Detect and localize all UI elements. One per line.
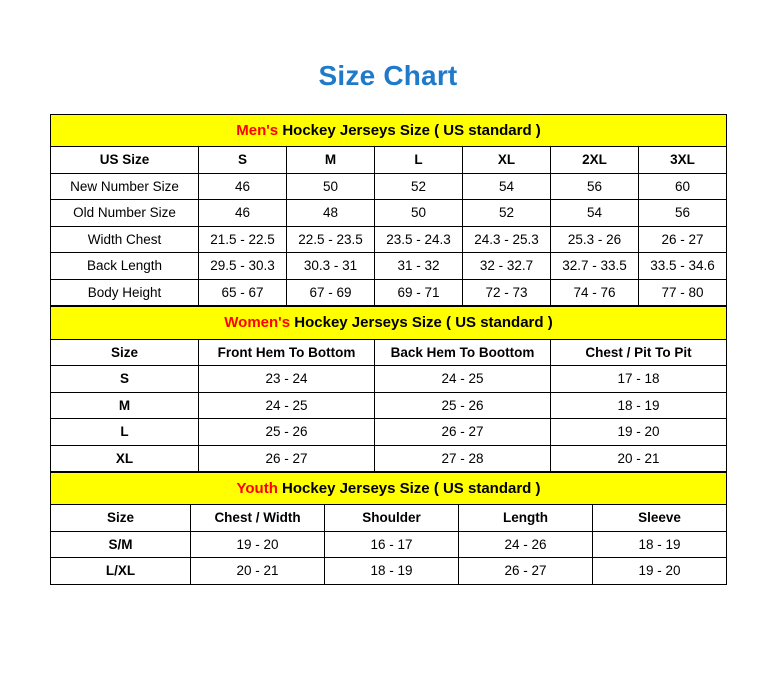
youth-col-4: Sleeve [593, 505, 727, 532]
youth-col-1: Chest / Width [191, 505, 325, 532]
mens-row-0-cell-3: 52 [375, 173, 463, 200]
mens-row-1-cell-2: 48 [287, 200, 375, 227]
womens-row-1-label: M [51, 392, 199, 419]
youth-header-accent: Youth [236, 480, 278, 498]
mens-row-1-cell-1: 46 [199, 200, 287, 227]
womens-row-0-label: S [51, 366, 199, 393]
table-row [51, 445, 727, 472]
mens-row-2-cell-2: 22.5 - 23.5 [287, 226, 375, 253]
table-row [51, 366, 727, 393]
youth-header-rest: Hockey Jerseys Size ( US standard ) [277, 480, 541, 498]
table-row [51, 200, 727, 227]
youth-row-1-cell-2: 18 - 19 [325, 558, 459, 585]
mens-section-header-cell [51, 115, 727, 147]
mens-col-5: 2XL [551, 147, 639, 174]
youth-col-2: Shoulder [325, 505, 459, 532]
mens-row-1-cell-4: 52 [463, 200, 551, 227]
page-title: Size Chart [318, 60, 458, 91]
youth-row-0-label: S/M [51, 531, 191, 558]
mens-row-2-cell-6: 26 - 27 [639, 226, 727, 253]
mens-row-4-cell-1: 65 - 67 [199, 279, 287, 306]
youth-row-1-cell-1: 20 - 21 [191, 558, 325, 585]
mens-col-3: L [375, 147, 463, 174]
mens-row-4-cell-3: 69 - 71 [375, 279, 463, 306]
womens-col-3: Chest / Pit To Pit [551, 339, 727, 366]
youth-section-header [51, 473, 727, 505]
table-row [51, 226, 727, 253]
size-tables [50, 114, 726, 585]
mens-col-6: 3XL [639, 147, 727, 174]
womens-row-0-cell-2: 24 - 25 [375, 366, 551, 393]
womens-row-0-cell-3: 17 - 18 [551, 366, 727, 393]
mens-row-0-cell-4: 54 [463, 173, 551, 200]
youth-col-3: Length [459, 505, 593, 532]
womens-row-2-cell-3: 19 - 20 [551, 419, 727, 446]
mens-row-3-cell-6: 33.5 - 34.6 [639, 253, 727, 280]
womens-header-accent: Women's [224, 314, 291, 332]
mens-row-4-cell-6: 77 - 80 [639, 279, 727, 306]
mens-row-3-cell-1: 29.5 - 30.3 [199, 253, 287, 280]
youth-row-0-cell-2: 16 - 17 [325, 531, 459, 558]
youth-col-0: Size [51, 505, 191, 532]
mens-row-2-cell-1: 21.5 - 22.5 [199, 226, 287, 253]
youth-section-header-cell [51, 473, 727, 505]
mens-row-0-cell-5: 56 [551, 173, 639, 200]
womens-row-1-cell-1: 24 - 25 [199, 392, 375, 419]
youth-row-1-label: L/XL [51, 558, 191, 585]
mens-row-3-cell-3: 31 - 32 [375, 253, 463, 280]
table-row [51, 558, 727, 585]
womens-col-1: Front Hem To Bottom [199, 339, 375, 366]
womens-size-table [50, 306, 727, 472]
womens-row-1-cell-2: 25 - 26 [375, 392, 551, 419]
womens-col-2: Back Hem To Boottom [375, 339, 551, 366]
womens-row-2-label: L [51, 419, 199, 446]
table-row [51, 173, 727, 200]
mens-row-4-label: Body Height [51, 279, 199, 306]
mens-row-0-cell-1: 46 [199, 173, 287, 200]
youth-size-table [50, 472, 727, 585]
mens-row-3-label: Back Length [51, 253, 199, 280]
mens-section-header [51, 115, 727, 147]
mens-row-0-label: New Number Size [51, 173, 199, 200]
youth-row-0-cell-1: 19 - 20 [191, 531, 325, 558]
mens-row-3-cell-4: 32 - 32.7 [463, 253, 551, 280]
mens-row-0-cell-2: 50 [287, 173, 375, 200]
womens-header-rest: Hockey Jerseys Size ( US standard ) [290, 314, 553, 332]
table-row [51, 531, 727, 558]
womens-row-3-cell-1: 26 - 27 [199, 445, 375, 472]
mens-row-3-cell-5: 32.7 - 33.5 [551, 253, 639, 280]
mens-row-4-cell-4: 72 - 73 [463, 279, 551, 306]
mens-row-2-cell-5: 25.3 - 26 [551, 226, 639, 253]
mens-header-accent: Men's [236, 122, 279, 139]
youth-row-0-cell-3: 24 - 26 [459, 531, 593, 558]
womens-row-2-cell-1: 25 - 26 [199, 419, 375, 446]
youth-row-0-cell-4: 18 - 19 [593, 531, 727, 558]
womens-row-1-cell-3: 18 - 19 [551, 392, 727, 419]
mens-row-2-cell-4: 24.3 - 25.3 [463, 226, 551, 253]
mens-row-2-label: Width Chest [51, 226, 199, 253]
mens-row-2-cell-3: 23.5 - 24.3 [375, 226, 463, 253]
table-row [51, 392, 727, 419]
table-row [51, 419, 727, 446]
table-row [51, 253, 727, 280]
mens-row-4-cell-5: 74 - 76 [551, 279, 639, 306]
mens-col-4: XL [463, 147, 551, 174]
mens-row-1-label: Old Number Size [51, 200, 199, 227]
womens-row-3-cell-3: 20 - 21 [551, 445, 727, 472]
mens-header-rest: Hockey Jerseys Size ( US standard ) [278, 122, 541, 139]
table-row [51, 279, 727, 306]
mens-row-3-cell-2: 30.3 - 31 [287, 253, 375, 280]
mens-column-headers [51, 147, 727, 174]
youth-column-headers [51, 505, 727, 532]
mens-col-2: M [287, 147, 375, 174]
womens-row-2-cell-2: 26 - 27 [375, 419, 551, 446]
womens-section-header [51, 307, 727, 339]
mens-row-0-cell-6: 60 [639, 173, 727, 200]
womens-col-0: Size [51, 339, 199, 366]
mens-row-1-cell-3: 50 [375, 200, 463, 227]
mens-row-1-cell-5: 54 [551, 200, 639, 227]
womens-row-3-cell-2: 27 - 28 [375, 445, 551, 472]
womens-row-3-label: XL [51, 445, 199, 472]
mens-row-1-cell-6: 56 [639, 200, 727, 227]
mens-row-4-cell-2: 67 - 69 [287, 279, 375, 306]
womens-row-0-cell-1: 23 - 24 [199, 366, 375, 393]
mens-size-table [50, 114, 727, 306]
mens-col-1: S [199, 147, 287, 174]
womens-column-headers [51, 339, 727, 366]
womens-section-header-cell [51, 307, 727, 339]
youth-row-1-cell-3: 26 - 27 [459, 558, 593, 585]
youth-row-1-cell-4: 19 - 20 [593, 558, 727, 585]
mens-col-0: US Size [51, 147, 199, 174]
